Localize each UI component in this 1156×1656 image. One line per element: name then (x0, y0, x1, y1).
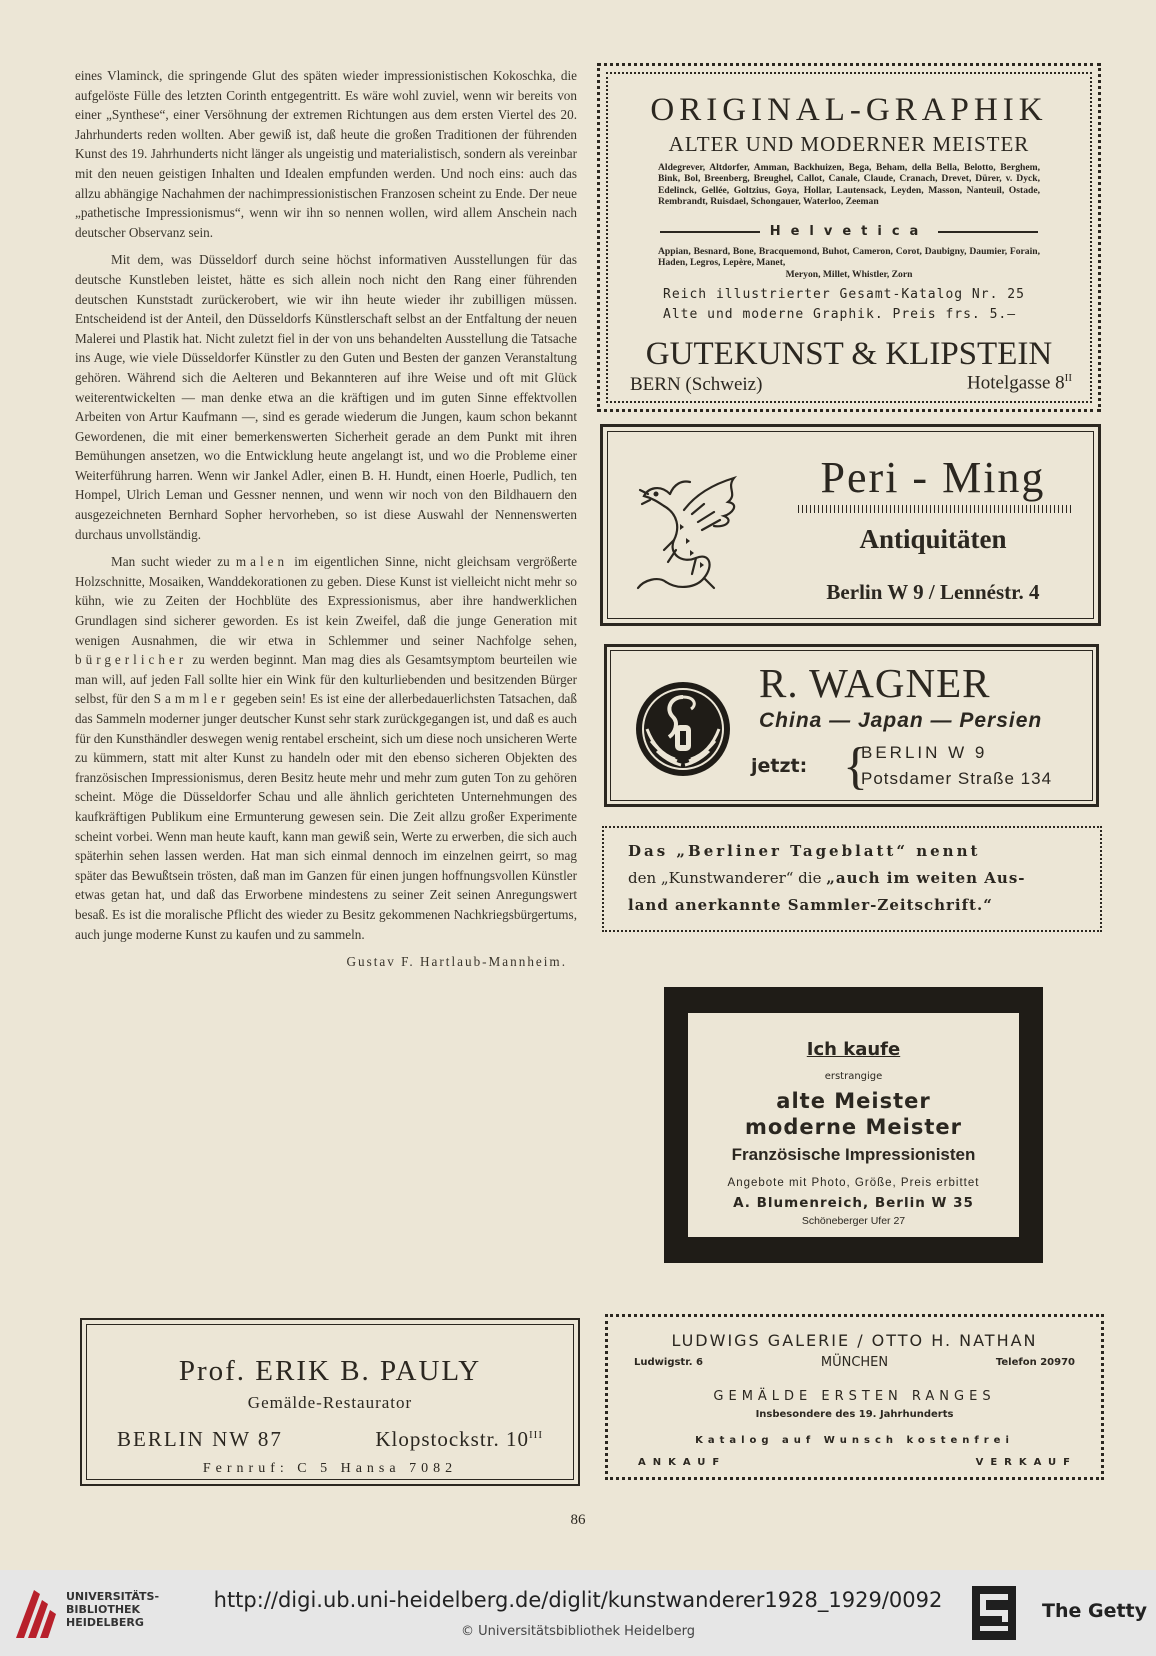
divider-line (938, 231, 1038, 233)
ad-heading: Ich kaufe (806, 1039, 901, 1060)
ad-ludwigs-galerie (605, 1314, 1104, 1480)
quote-line-3: land anerkannte Sammler-Zeitschrift.“ (628, 896, 993, 914)
quote-line-1: Das „Berliner Tageblatt“ nennt (628, 842, 981, 860)
shop-address: Berlin W 9 / Lennéstr. 4 (826, 580, 1040, 604)
ad-title: ORIGINAL-GRAPHIK (650, 92, 1048, 128)
article-signature: Gustav F. Hartlaub-Mannheim. (346, 954, 567, 970)
restorer-city: BERLIN NW 87 (117, 1427, 283, 1451)
katalog-line-2: Alte und moderne Graphik. Preis frs. 5.— (663, 307, 1017, 322)
gallery-city: MÜNCHEN (820, 1355, 889, 1370)
ad-erik-pauly (80, 1318, 580, 1486)
gallery-line-2: Insbesondere des 19. Jahrhunderts (755, 1409, 954, 1420)
ad-r-wagner (604, 644, 1099, 807)
getty-logo-icon[interactable] (970, 1584, 1018, 1642)
artist-list-modern-end: Meryon, Millet, Whistler, Zorn (785, 269, 913, 280)
shop-name: Peri - Ming (820, 453, 1046, 502)
article-column (75, 66, 577, 972)
article-paragraph-1: eines Vlaminck, die springende Glut des späten wieder impressionistischen Kokoschka, die aufgelöste Fülle des letzten Corinth entgegentritt. Es wäre wohl zuviel, wenn wir bereits von einer „Synthese“, einer Versöhnung der extremen Richtungen aus dem ersten Viertel des 20. Jahrhunderts reden wollten. Aber gewiß ist, daß heute die großen Traditionen der führenden Kunst des 19. Jahrhunderts nicht länger als ungeistig und materialistisch, sondern als vereinbar mit den neuen geistigen Inhalten und Idealen empfunden werden. Und noch eins: auch das allzu abhängige Nachahmen der nachimpressionistischen Franzosen scheint zu Ende. Der neue „pathetische Impressionismus“, wenn wir ihn so nennen wollen, wird allem Anschein nach deutscher Observanz sein. (75, 68, 577, 240)
gallery-line-3: Katalog auf Wunsch kostenfrei (695, 1435, 1014, 1446)
copyright-notice: © Universitätsbibliothek Heidelberg (460, 1624, 695, 1639)
gallery-phone: Telefon 20970 (995, 1357, 1075, 1368)
ad-small-label: erstrangige (824, 1071, 883, 1082)
firm-name: GUTEKUNST & KLIPSTEIN (645, 336, 1053, 372)
permalink-url[interactable]: http://digi.ub.uni-heidelberg.de/diglit/kunstwanderer1928_1929/0092 (213, 1588, 943, 1612)
dealer-street: Potsdamer Straße 134 (861, 769, 1053, 788)
ad-line-moderne-meister: moderne Meister (745, 1115, 962, 1139)
brace-glyph: { (843, 738, 868, 795)
gallery-title: LUDWIGS GALERIE / OTTO H. NATHAN (671, 1331, 1038, 1350)
dragon-illustration (630, 454, 760, 604)
ad-peri-ming (600, 424, 1101, 626)
restorer-name: Prof. ERIK B. PAULY (178, 1355, 482, 1387)
ad-line-alte-meister: alte Meister (776, 1089, 931, 1113)
ad-line-impressionisten: Französische Impressionisten (731, 1145, 976, 1164)
article-paragraph-3: Man sucht wieder zu malen im eigentlichen Sinne, nicht gleichsam vergrößerte Holzschnitte, Mosaiken, Wanddekorationen zu geben. Diese Kunst ist vielleicht nicht mehr so kühn, wie zu Zeiten der Hochblüte des Expressionismus, aber ihre handwerklichen Grundlagen sind sicherer geworden. Es ist kein Zweifel, daß die junge Generation mit wenigen Ausnahmen, die wir etwa in Schlemmer und seiner Nachfolge sehen, bürgerlicher zu werden beginnt. Man mag dies als Gesamtsymptom beurteilen wie man will, auf jeden Fall sollte hier ein Wink für den kulturliebenden und besitzenden Bürger selbst, für den Sammler gegeben sein! Es ist eine der allerbedauerlichsten Tatsachen, daß das Sammeln moderner junger deutscher Kunst sehr stark zurückgegangen ist, und daß es auch für den Kunsthändler deswegen wenig rentabel erscheint, sich um diese noch unsicheren Werte zu kümmern, statt mit alter Kunst zu handeln oder mit den ebenso sicheren Objekten des französischen Impressionismus, deren Besitz heute mehr und mehr zum guten Ton zu gehören scheint. Möge die Düsseldorfer Schau und alle ähnlich gerichteten Unternehmungen des kaufkräftigen Publikum eine Ermunterung gewesen sein. Die Zeit allzu großer Experimente scheint vorbei. Wenn man heute kauft, kann man gewiß sein, Werte zu erwerben, die sich auch späterhin sehen lassen werden. Hat man sich einmal dennoch im einzelnen geirrt, so mag später das Bewußtsein trösten, daß man im Ganzen für einen jungen hoffnungsvollen Künstler etwas getan hat, und daß das Erworbene mindestens zu seiner Zeit seinen Anregungswert besaß. Es ist die moralische Pflicht des wieder zu Besitz gekommenen Nachkriegsbürgertums, auch junge moderne Kunst zu kaufen und zu sammeln. (75, 554, 577, 942)
footer-bar (0, 1570, 1156, 1656)
dealer-tagline: China — Japan — Persien (759, 709, 1043, 732)
decorative-rule (798, 505, 1073, 513)
dealer-name: R. WAGNER (759, 660, 991, 706)
firm-city: BERN (Schweiz) (630, 374, 763, 395)
spaced-word-buergerlicher: bürgerlicher (75, 652, 188, 668)
ad-line-angebote: Angebote mit Photo, Größe, Preis erbittet (727, 1177, 980, 1189)
artist-list-old: Aldegrever, Altdorfer, Amman, Backhuizen, Bega, Beham, della Bella, Belotto, Berghem, Bink, Bol, Breenberg, Breughel, Callot, Canale, Claude, Cranach, Drevet, Dürer, v. Dyck, Edelinck, Gellée, Goltzius, Goya, Hollar, Lautensack, Leyden, Masson, Nanteuil, Ostade, Rembrandt, Ruisdael, Schongauer, Waterloo, Zeeman (658, 162, 1040, 208)
artist-list-modern: Appian, Besnard, Bone, Bracquemond, Buhot, Cameron, Corot, Daubigny, Daumier, Forain, Haden, Legros, Lepère, Manet, (658, 246, 1040, 269)
ad-line-ufer: Schöneberger Ufer 27 (801, 1215, 906, 1227)
firm-address: Hotelgasse $8^{II}$ (967, 372, 1072, 394)
getty-name: The Getty (1042, 1600, 1148, 1622)
ad-original-graphik (597, 63, 1101, 412)
university-library-name: UNIVERSITÄTS- BIBLIOTHEK HEIDELBERG (66, 1590, 160, 1629)
spaced-word-malen: malen (235, 554, 289, 570)
spaced-word-sammler: Sammler (153, 691, 230, 707)
divider-label: Helvetica (769, 224, 929, 239)
gallery-ankauf: ANKAUF (638, 1457, 727, 1468)
crane-crest-icon (633, 679, 733, 779)
jetzt-label: jetzt: (751, 755, 808, 777)
quote-line-2: den „Kunstwanderer“ die „auch im weiten Aus- (628, 869, 1026, 887)
ad-blumenreich (664, 987, 1043, 1263)
divider-line (660, 231, 760, 233)
restorer-phone: Fernruf: C 5 Hansa 7082 (202, 1461, 458, 1476)
gallery-verkauf: VERKAUF (975, 1457, 1077, 1468)
article-paragraph-2: Mit dem, was Düsseldorf durch seine höchst informativen Ausstellungen für das deutsche Kunstleben leistet, hätte es sich allein noch nicht den Rang einer führenden deutschen Kunststadt zurückerobert, wie wir ihn heute wieder ihr zubilligen müssen. Entscheidend ist der Anteil, den Düsseldorfs Künstlerschaft selbst an der Entfaltung der neuen Malerei und Plastik hat. Nicht zuletzt fiel in der von uns behandelten Ausstellung die Tatsache ins Auge, wie viele Düsseldorfer Künstler zu den Guten und Besten der ganzen Veranstaltung gehören. Während sich die Aelteren und Bekannteren auf ihre Weise und oft mit Glück weiterentwickelten — man denke etwa an die kräftigen und im guten Sinne effektvollen Arbeiten von Artur Kaufmann —, sind es gerade wiederum die Jungen, kaum schon bekannt Gewordenen, die mit einer bemerkenswerten Sicherheit gerade an dem Punkt mit ihren Bemühungen ansetzen, wo die Entwicklung heute angelangt ist, und wo die Probleme einer Weiterführung harren. Wenn wir Jankel Adler, einen B. H. Hundt, einen Hoerle, Pudlich, ten Hompel, Ulrich Leman und Gessner nennen, und wenn wir noch von den Bildhauern den ausgezeichneten Bernhard Sopher hervorheben, so ist diese Auswahl der Nennenswerten durchaus unvollständig. (75, 252, 577, 542)
dealer-city: BERLIN W 9 (861, 743, 988, 762)
helvetica-divider (660, 224, 1038, 239)
ad-tageblatt-quote (602, 826, 1102, 932)
ad-subtitle: ALTER UND MODERNER MEISTER (668, 132, 1030, 156)
shop-subtitle: Antiquitäten (859, 524, 1007, 554)
restorer-street: Klopstockstr. $10^{III}$ (375, 1427, 543, 1451)
gallery-line-1: GEMÄLDE ERSTEN RANGES (713, 1389, 996, 1404)
page-number: 86 (570, 1512, 586, 1528)
ad-line-blumenreich: A. Blumenreich, Berlin W 35 (733, 1195, 974, 1211)
restorer-role: Gemälde-Restaurator (247, 1393, 413, 1412)
gallery-street: Ludwigstr. 6 (634, 1357, 703, 1368)
katalog-line-1: Reich illustrierter Gesamt-Katalog Nr. 25 (663, 287, 1025, 302)
